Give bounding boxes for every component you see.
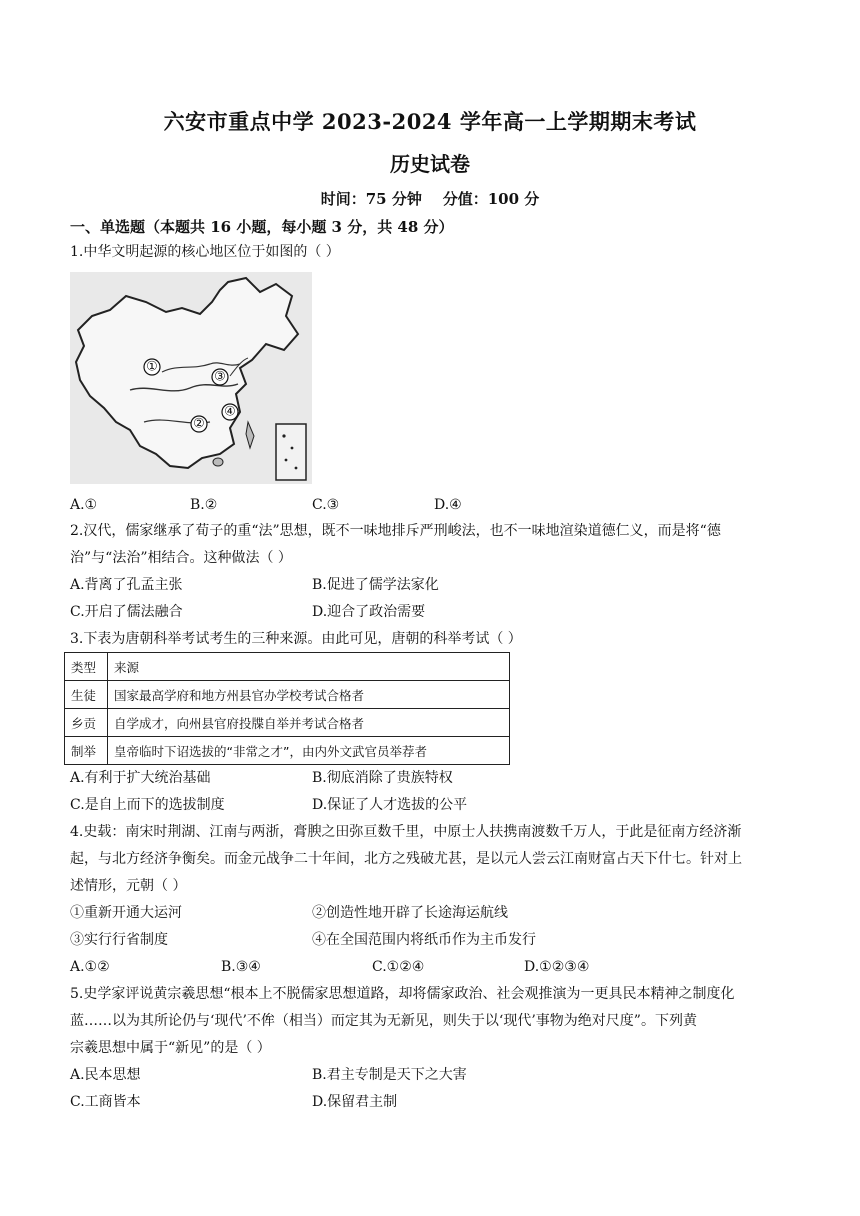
q2-option-d[interactable]: D.迎合了政治需要 [312, 604, 426, 620]
q4-item-2: ②创造性地开辟了长途海运航线 [312, 905, 508, 921]
q5-stem-line3: 宗羲思想中属于“新见”的是（ ） [70, 1040, 271, 1056]
q4-stem-line1: 4.史载：南宋时荆湖、江南与两浙，膏腴之田弥亘数千里，中原士人扶携南渡数千万人，于此是征南方经济渐 [70, 824, 742, 840]
q2-stem-line1: 2.汉代，儒家继承了荀子的重“法”思想，既不一味地排斥严刑峻法，也不一味地渲染道德仁义，而是将“德 [70, 523, 721, 539]
q2-option-a[interactable]: A.背离了孔孟主张 [70, 577, 183, 593]
table-cell: 国家最高学府和地方州县官办学校考试合格者 [108, 681, 510, 709]
map-label-3: ③ [214, 369, 226, 385]
table-cell: 乡贡 [65, 709, 108, 737]
exam-subtitle: 历史试卷 [390, 152, 470, 176]
table-cell: 制举 [65, 737, 108, 765]
q5-option-c[interactable]: C.工商皆本 [70, 1094, 141, 1110]
q1-option-b[interactable]: B.② [190, 497, 218, 513]
q2-option-c[interactable]: C.开启了儒法融合 [70, 604, 183, 620]
q2-option-b[interactable]: B.促进了儒学法家化 [312, 577, 439, 593]
q3-option-c[interactable]: C.是自上而下的选拔制度 [70, 797, 225, 813]
exam-title: 六安市重点中学 2023-2024 学年高一上学期期末考试 [163, 109, 697, 134]
q5-option-a[interactable]: A.民本思想 [70, 1067, 141, 1083]
q4-stem-line3: 述情形，元朝（ ） [70, 878, 187, 894]
q4-item-1: ①重新开通大运河 [70, 905, 182, 921]
q3-option-a[interactable]: A.有利于扩大统治基础 [70, 770, 211, 786]
section-heading: 一、单选题（本题共 16 小题，每小题 3 分，共 48 分） [70, 218, 454, 236]
q5-stem-line2: 蓝……以为其所论仍与‘现代’不侔（相当）而定其为无新见，则失于以‘现代’事物为绝对尺度”。下列黄 [70, 1013, 697, 1029]
q1-option-c[interactable]: C.③ [312, 497, 340, 513]
map-label-1: ① [146, 359, 158, 375]
table-row [65, 709, 510, 737]
table-header-cell: 来源 [108, 653, 510, 681]
q4-option-c[interactable]: C.①②④ [372, 959, 425, 975]
map-label-2: ② [193, 416, 205, 432]
exam-source-table [64, 652, 510, 765]
table-row [65, 737, 510, 765]
q1-stem: 1.中华文明起源的核心地区位于如图的（ ） [70, 244, 340, 260]
q5-option-b[interactable]: B.君主专制是天下之大害 [312, 1067, 467, 1083]
china-map-image [70, 272, 312, 484]
q3-option-d[interactable]: D.保证了人才选拔的公平 [312, 797, 468, 813]
q2-stem-line2: 治”与“法治”相结合。这种做法（ ） [70, 550, 292, 566]
exam-meta: 时间：75 分钟 分值：100 分 [320, 190, 540, 208]
q3-option-b[interactable]: B.彻底消除了贵族特权 [312, 770, 453, 786]
q4-stem-line2: 起，与北方经济争衡矣。而金元战争二十年间，北方之残破尤甚，是以元人尝云江南财富占天下什七。针对上 [70, 851, 742, 867]
table-header-row [65, 653, 510, 681]
q4-option-a[interactable]: A.①② [70, 959, 110, 975]
q3-stem: 3.下表为唐朝科举考试考生的三种来源。由此可见，唐朝的科举考试（ ） [70, 631, 522, 647]
table-row [65, 681, 510, 709]
table-cell: 皇帝临时下诏选拔的“非常之才”，由内外文武官员举荐者 [108, 737, 510, 765]
table-cell: 自学成才，向州县官府投牒自举并考试合格者 [108, 709, 510, 737]
q4-item-3: ③实行行省制度 [70, 932, 168, 948]
q4-item-4: ④在全国范围内将纸币作为主币发行 [312, 932, 536, 948]
q1-option-a[interactable]: A.① [70, 497, 98, 513]
map-label-4: ④ [224, 404, 236, 420]
q4-option-d[interactable]: D.①②③④ [524, 959, 590, 975]
table-cell: 生徒 [65, 681, 108, 709]
q5-option-d[interactable]: D.保留君主制 [312, 1094, 398, 1110]
table-header-cell: 类型 [65, 653, 108, 681]
q4-option-b[interactable]: B.③④ [221, 959, 261, 975]
q1-option-d[interactable]: D.④ [434, 497, 462, 513]
q5-stem-line1: 5.史学家评说黄宗羲思想“根本上不脱儒家思想道路，却将儒家政治、社会观推演为一更具民本精神之制度化 [70, 986, 735, 1002]
